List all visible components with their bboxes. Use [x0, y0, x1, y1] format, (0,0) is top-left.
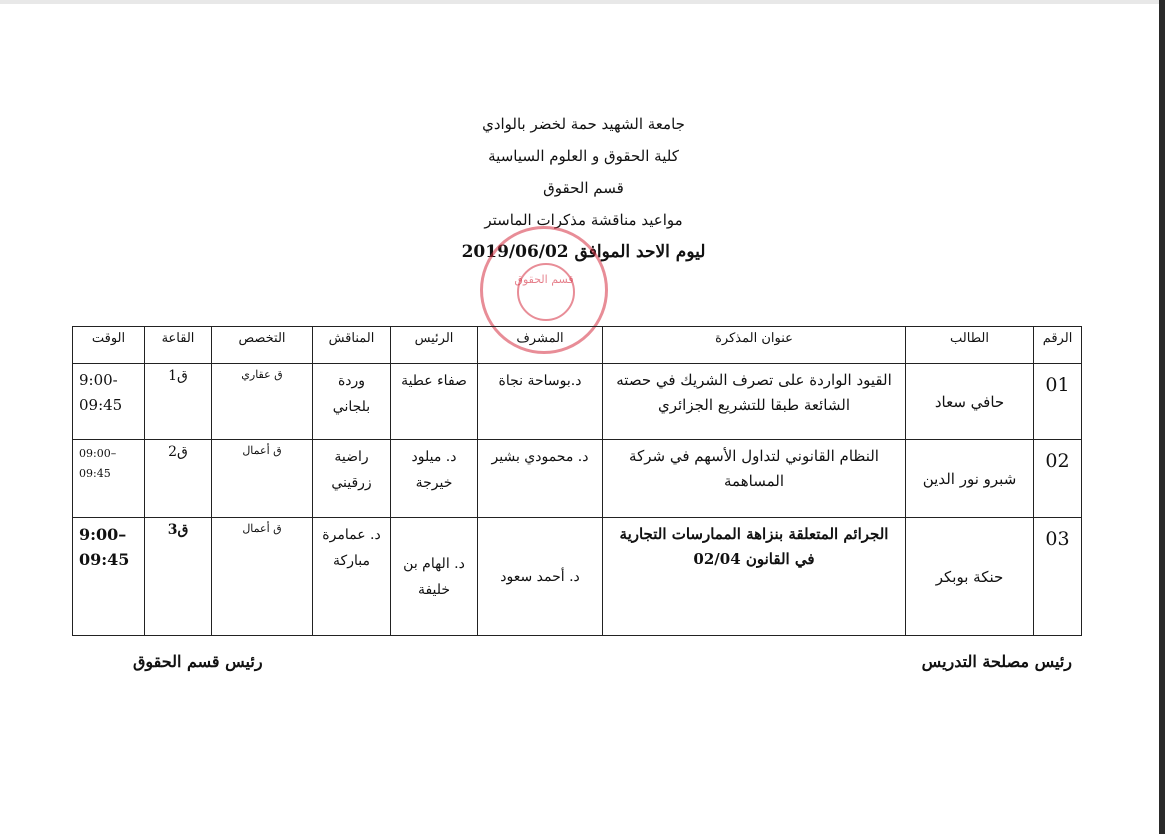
student-name: حنكة بوبكر	[906, 518, 1034, 636]
table-row	[73, 518, 1082, 636]
department-name: قسم الحقوق	[543, 179, 624, 197]
col-header-president: الرئيس	[391, 327, 478, 364]
examiner-name: وردة بلجاني	[313, 364, 391, 440]
specialty: ق أعمال	[212, 518, 313, 636]
president-name: د. الهام بن خليفة	[391, 518, 478, 636]
col-header-number: الرقم	[1034, 327, 1082, 364]
time-slot: 9:00– 09:45	[73, 518, 145, 636]
student-name: شبرو نور الدين	[906, 440, 1034, 518]
col-header-time: الوقت	[73, 327, 145, 364]
row-number: 03	[1034, 518, 1082, 636]
stamp-text: قسم الحقوق	[514, 273, 574, 286]
specialty: ق أعمال	[212, 440, 313, 518]
table-row	[73, 364, 1082, 440]
student-name: حافي سعاد	[906, 364, 1034, 440]
col-header-student: الطالب	[906, 327, 1034, 364]
table-header-row	[73, 327, 1082, 364]
examiner-name: د. عمامرة مباركة	[313, 518, 391, 636]
room: ق3	[145, 518, 212, 636]
signature-teaching-head: رئيس مصلحة التدريس	[921, 652, 1072, 671]
table-row	[73, 440, 1082, 518]
faculty-name: كلية الحقوق و العلوم السياسية	[488, 147, 679, 165]
supervisor-name: د. محمودي بشير	[478, 440, 603, 518]
date-line: ليوم الاحد الموافق 2019/06/02	[461, 242, 706, 262]
col-header-examiner: المناقش	[313, 327, 391, 364]
scan-border-top	[0, 0, 1165, 4]
university-name: جامعة الشهيد حمة لخضر بالوادي	[482, 115, 685, 133]
president-name: د. ميلود خيرجة	[391, 440, 478, 518]
president-name: صفاء عطية	[391, 364, 478, 440]
signature-department-head: رئيس قسم الحقوق	[133, 652, 263, 671]
time-slot: 09:00– 09:45	[73, 440, 145, 518]
col-header-title: عنوان المذكرة	[603, 327, 906, 364]
specialty: ق عقاري	[212, 364, 313, 440]
defense-schedule-table	[72, 326, 1082, 636]
room: ق2	[145, 440, 212, 518]
examiner-name: راضية زرقيني	[313, 440, 391, 518]
col-header-specialty: التخصص	[212, 327, 313, 364]
thesis-title: القيود الواردة على تصرف الشريك في حصته الشائعة طبقا للتشريع الجزائري	[603, 364, 906, 440]
col-header-supervisor: المشرف	[478, 327, 603, 364]
thesis-title: النظام القانوني لتداول الأسهم في شركة المساهمة	[603, 440, 906, 518]
supervisor-name: د.بوساحة نجاة	[478, 364, 603, 440]
row-number: 02	[1034, 440, 1082, 518]
supervisor-name: د. أحمد سعود	[478, 518, 603, 636]
stamp-inner-ring	[517, 263, 575, 321]
document-title: مواعيد مناقشة مذكرات الماستر	[484, 211, 683, 229]
col-header-room: القاعة	[145, 327, 212, 364]
time-slot: 9:00- 09:45	[73, 364, 145, 440]
room: ق1	[145, 364, 212, 440]
thesis-title: الجرائم المتعلقة بنزاهة الممارسات التجارية في القانون 02/04	[603, 518, 906, 636]
row-number: 01	[1034, 364, 1082, 440]
